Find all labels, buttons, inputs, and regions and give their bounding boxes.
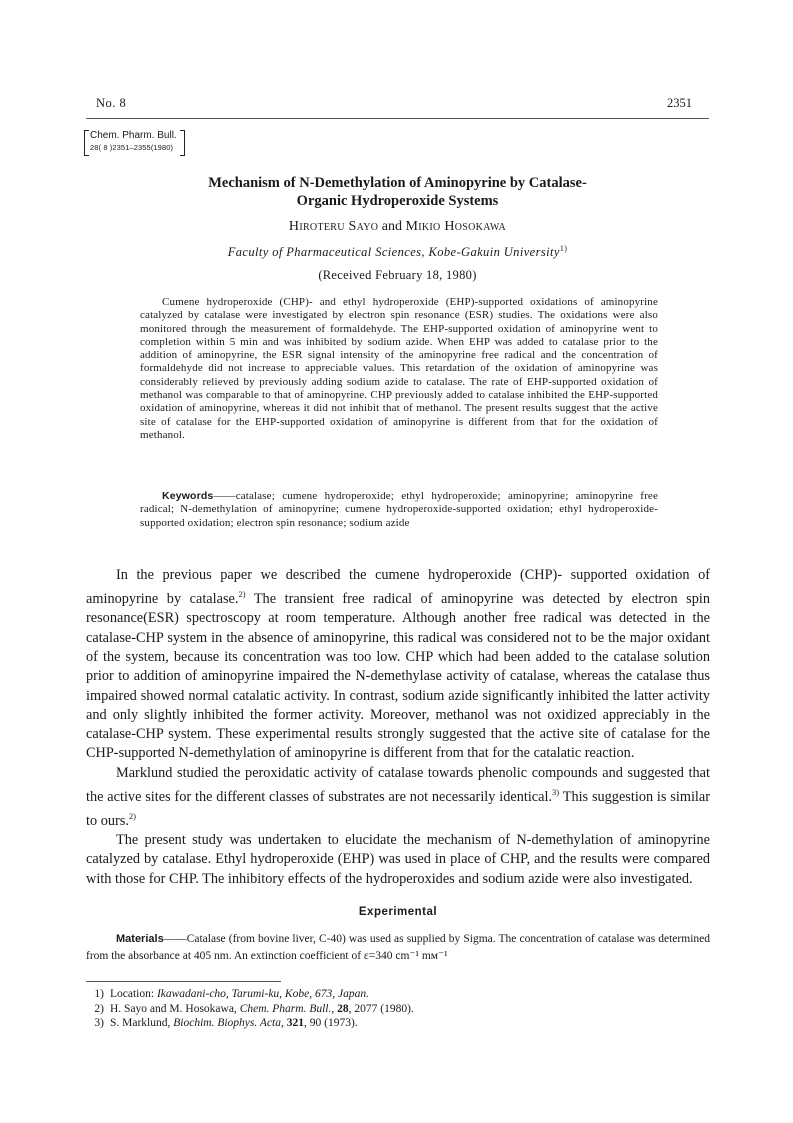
materials-dash: —— xyxy=(163,933,187,945)
citation-ref: 2) xyxy=(238,589,246,600)
author-conjunction: and xyxy=(381,219,403,234)
footnote-3: 3) S. Marklund, Biochim. Biophys. Acta, 321, 90 (1973). xyxy=(94,1017,358,1029)
header-rule xyxy=(86,118,709,119)
keywords-dash: —— xyxy=(213,490,236,502)
materials-label: Materials xyxy=(116,933,164,945)
bracket-right xyxy=(180,130,185,156)
keywords-label: Keywords xyxy=(162,490,214,502)
section-heading-experimental: Experimental xyxy=(358,906,438,918)
abstract-text: Cumene hydroperoxide (CHP)- and ethyl hydroperoxide (EHP)-supported oxidations of aminopyrine catalyzed by catalase were investigated by electron spin resonance (ESR) studies. The oxidations were also monitored through the measurement of formaldehyde. The EHP-supported oxidation of aminopyrine went to completion within 5 min and was inhibited by sodium azide. When EHP was added to catalase prior to the addition of aminopyrine, the ESR signal intensity of the aminopyrine free radical and the concentration of formaldehyde did not increase to appreciable values. This retardation of the oxidation of aminopyrine was considerably relieved by previously adding sodium azide to catalase. The rate of EHP-supported oxidation of methanol was comparable to that of aminopyrine. CHP previously added to catalase inhibited the EHP-supported oxidation of aminopyrine, whereas it did not inhibit that of methanol. The present results suggest that the active site of catalase for the EHP-supported oxidation of aminopyrine is different from that for the oxidation of methanol. xyxy=(140,296,658,441)
footnotes xyxy=(86,987,710,1031)
citation-ref: 3) xyxy=(552,787,560,798)
footnote-rule xyxy=(86,981,281,982)
materials-text: Catalase (from bovine liver, C-40) was used as supplied by Sigma. The concentration of catalase was determined from the absorbance at 405 nm. An extinction coefficient of ε=340 cm⁻¹ mᴍ⁻¹ xyxy=(86,933,710,962)
journal-reference xyxy=(84,130,177,154)
page-number: 2351 xyxy=(667,96,692,110)
intro-paragraph-1: In the previous paper we described the cumene hydroperoxide (CHP)- supported oxidation of aminopyrine by catalase.$^{2)}$ The transient free radical of aminopyrine was detected by electron spin resonance(ESR) spectroscopy at room temperature. Although another free radical was detected in the catalase-CHP system in the absence of aminopyrine, this radical was considered not to be the major oxidant of the system, because its concentration was too low. CHP which had been added to the catalase solution prior to addition of aminopyrine impaired the N-demethylase activity of catalase, whereas the catalase thus impaired showed normal catalatic activity. In contrast, sodium azide significantly inhibited the latter activity and only slightly inhibited the former activity. Moreover, methanol was not oxidized appreciably in the catalase-CHP system. These experimental results strongly suggested that the active site of catalase for the CHP-supported N-demethylation of aminopyrine is different from that for the catalatic reaction. xyxy=(86,567,710,762)
author-2: Mikio Hosokawa xyxy=(405,219,507,234)
intro-paragraph-3: The present study was undertaken to elucidate the mechanism of N-demethylation of aminopyrine catalyzed by catalase. Ethyl hydroperoxide (EHP) was used in place of CHP, and the results were compared with those for CHP. The inhibitory effects of the hydroperoxides and sodium azide were also investigated. xyxy=(86,832,710,887)
received-date: (Received February 18, 1980) xyxy=(318,268,477,282)
footnote-2: 2) H. Sayo and M. Hosokawa, Chem. Pharm. Bull., 28, 2077 (1980). xyxy=(94,1002,414,1015)
introduction xyxy=(86,566,710,889)
authors xyxy=(140,219,655,235)
article-title xyxy=(140,174,655,210)
affiliation xyxy=(140,244,655,260)
title-line-2: Organic Hydroperoxide Systems xyxy=(296,193,499,209)
keywords-list: catalase; cumene hydroperoxide; ethyl hydroperoxide; aminopyrine; aminopyrine free radical; N-demethylation of aminopyrine; cumene hydroperoxide-supported oxidation; ethyl hydroperoxide-supported oxidation; electron spin resonance; sodium azide xyxy=(140,490,658,529)
footnote-1: 1) Location: Ikawadani-cho, Tarumi-ku, Kobe, 673, Japan. xyxy=(94,988,369,1000)
affiliation-text: Faculty of Pharmaceutical Sciences, Kobe-Gakuin University xyxy=(227,245,560,260)
intro-paragraph-2: Marklund studied the peroxidatic activity of catalase towards phenolic compounds and suggested that the active sites for the different classes of substrates are not necessarily identical.$^{3)}$ This suggestion is similar to ours.$^{2)}$ xyxy=(86,764,711,829)
author-1: Hiroteru Sayo xyxy=(288,219,379,234)
affiliation-ref: 1) xyxy=(559,244,568,253)
issue-number: No. 8 xyxy=(96,96,127,110)
materials-paragraph xyxy=(86,931,710,965)
journal-citation: 28( 8 )2351–2355(1980) xyxy=(90,143,174,152)
keywords xyxy=(140,490,658,530)
abstract xyxy=(140,296,658,442)
title-line-1: Mechanism of N-Demethylation of Aminopyrine by Catalase- xyxy=(208,175,587,191)
journal-name: Chem. Pharm. Bull. xyxy=(90,130,177,141)
bracket-left xyxy=(84,130,89,156)
citation-ref: 2) xyxy=(128,811,136,822)
